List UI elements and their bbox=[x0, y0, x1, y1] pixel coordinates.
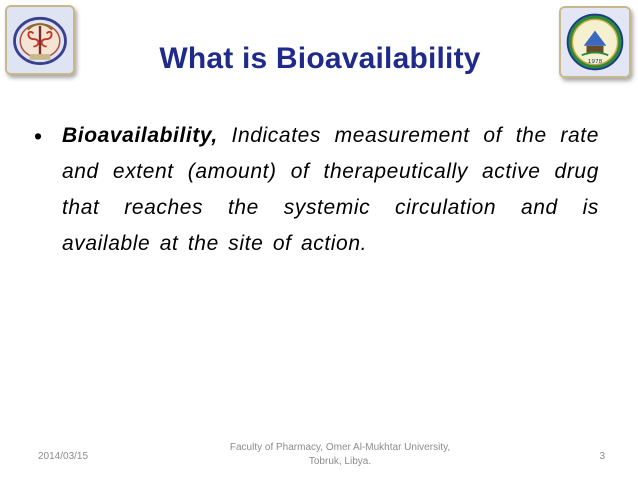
university-seal-icon bbox=[561, 8, 629, 76]
footer-institution-line1: Faculty of Pharmacy, Omer Al-Mukhtar University, bbox=[229, 442, 451, 453]
bullet-item bbox=[34, 118, 599, 262]
footer-institution bbox=[200, 441, 480, 469]
seal-year: 1978 bbox=[587, 58, 603, 65]
footer-date: 2014/03/15 bbox=[38, 451, 89, 462]
slide-title: What is Bioavailability bbox=[159, 42, 481, 75]
page-number: 3 bbox=[599, 451, 605, 462]
footer-institution-line2: Tobruk, Libya. bbox=[308, 456, 372, 467]
bullet-dot-icon: • bbox=[34, 123, 43, 149]
bullet-text bbox=[62, 118, 599, 262]
faculty-logo bbox=[5, 5, 75, 75]
bullet-term: Bioavailability, bbox=[62, 124, 218, 147]
pharmacy-emblem-icon bbox=[7, 7, 73, 73]
university-logo bbox=[559, 6, 631, 78]
bullet-definition: Indicates measurement of the rate and extent (amount) of therapeutically active drug that reaches the systemic circulation and is available at the site of action. bbox=[62, 124, 599, 255]
